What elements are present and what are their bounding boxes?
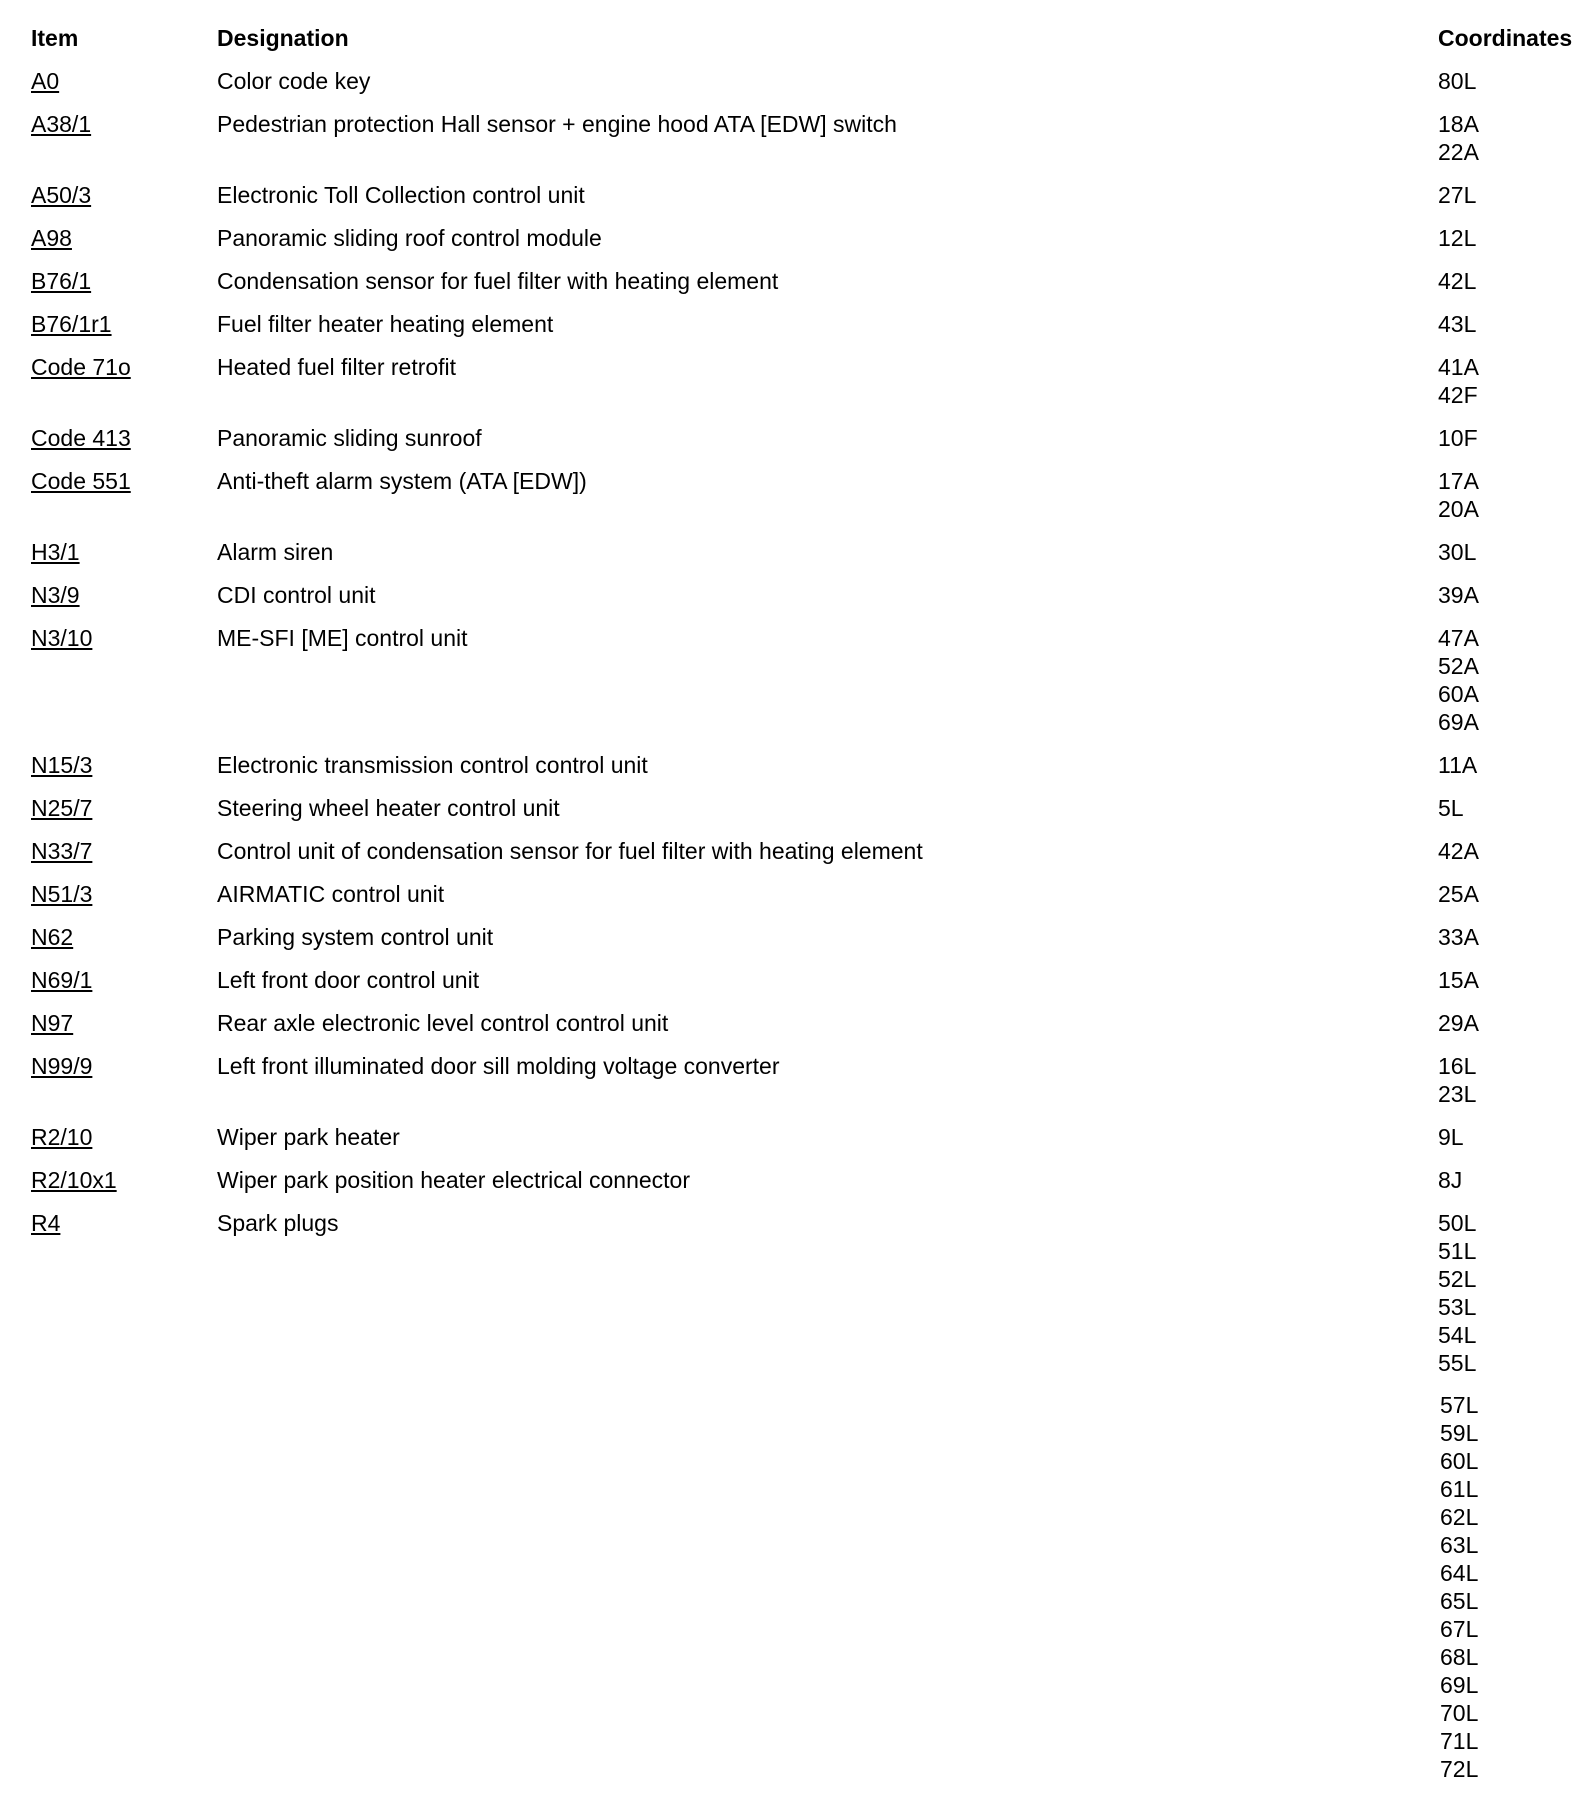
table-row bbox=[31, 353, 1571, 409]
coordinate-group bbox=[1438, 353, 1571, 409]
item-link[interactable]: N97 bbox=[31, 1010, 74, 1036]
item-link[interactable]: N99/9 bbox=[31, 1053, 93, 1079]
item-link[interactable]: A0 bbox=[31, 68, 60, 94]
coordinate-value: 65L bbox=[1440, 1588, 1479, 1614]
table-row bbox=[31, 1166, 1571, 1194]
coordinate-value: 50L bbox=[1438, 1210, 1477, 1236]
coordinate-value: 60L bbox=[1440, 1448, 1479, 1474]
item-link[interactable]: H3/1 bbox=[31, 539, 80, 565]
coordinate-group bbox=[1438, 751, 1571, 779]
coordinate-value: 29A bbox=[1438, 1010, 1479, 1036]
item-cell bbox=[31, 581, 217, 609]
item-cell bbox=[31, 1009, 217, 1037]
coordinate-value: 20A bbox=[1438, 496, 1479, 522]
item-cell bbox=[31, 794, 217, 822]
coordinate-value: 10F bbox=[1438, 425, 1478, 451]
table-row bbox=[31, 581, 1571, 609]
coordinates-cell bbox=[1438, 181, 1571, 209]
designation-cell: Rear axle electronic level control control unit bbox=[217, 1010, 669, 1036]
item-link[interactable]: B76/1r1 bbox=[31, 311, 112, 337]
coordinates-cell bbox=[1438, 424, 1571, 452]
item-cell bbox=[31, 1123, 217, 1151]
item-cell bbox=[31, 424, 217, 452]
table-row bbox=[31, 923, 1571, 951]
coordinates-cell bbox=[1438, 837, 1571, 865]
table-row bbox=[31, 110, 1571, 166]
coordinate-group bbox=[1438, 1209, 1571, 1377]
table-row bbox=[31, 1052, 1571, 1108]
header-designation: Designation bbox=[217, 25, 349, 51]
table-row bbox=[31, 467, 1571, 523]
coordinate-value: 52A bbox=[1438, 653, 1479, 679]
item-cell bbox=[31, 110, 217, 138]
coordinate-value: 25A bbox=[1438, 881, 1479, 907]
coordinates-cell bbox=[1438, 267, 1571, 295]
coordinate-value: 42F bbox=[1438, 382, 1478, 408]
coordinate-value: 47A bbox=[1438, 625, 1479, 651]
item-cell bbox=[31, 1209, 217, 1237]
coordinates-cell bbox=[1438, 224, 1571, 252]
coordinates-cell bbox=[1438, 581, 1571, 609]
coordinate-value: 51L bbox=[1438, 1238, 1477, 1264]
coordinate-value: 60A bbox=[1438, 681, 1479, 707]
designation-cell: Spark plugs bbox=[217, 1210, 339, 1236]
coordinate-value: 15A bbox=[1438, 967, 1479, 993]
coordinate-value: 52L bbox=[1438, 1266, 1477, 1292]
coordinate-group bbox=[1438, 538, 1571, 566]
coordinate-value: 9L bbox=[1438, 1124, 1464, 1150]
coordinates-cell bbox=[1438, 923, 1571, 951]
item-link[interactable]: N33/7 bbox=[31, 838, 93, 864]
coordinate-group bbox=[1438, 1052, 1571, 1108]
item-cell bbox=[31, 1052, 217, 1080]
table-row bbox=[31, 538, 1571, 566]
designation-cell: Left front illuminated door sill molding voltage converter bbox=[217, 1053, 780, 1079]
coordinates-cell bbox=[1438, 794, 1571, 822]
coordinate-value: 8J bbox=[1438, 1167, 1463, 1193]
table-header bbox=[31, 24, 1571, 52]
coordinate-value: 59L bbox=[1440, 1420, 1479, 1446]
coordinate-value: 18A bbox=[1438, 111, 1479, 137]
coordinate-value: 72L bbox=[1440, 1756, 1479, 1782]
coordinate-value: 53L bbox=[1438, 1294, 1477, 1320]
designation-cell: Wiper park position heater electrical connector bbox=[217, 1167, 691, 1193]
table-row bbox=[31, 794, 1571, 822]
coordinate-value: 55L bbox=[1438, 1350, 1477, 1376]
item-link[interactable]: N3/10 bbox=[31, 625, 93, 651]
item-cell bbox=[31, 67, 217, 95]
coordinate-group bbox=[1438, 966, 1571, 994]
coordinate-value: 63L bbox=[1440, 1532, 1479, 1558]
coordinate-value: 62L bbox=[1440, 1504, 1479, 1530]
designation-cell: CDI control unit bbox=[217, 582, 376, 608]
item-cell bbox=[31, 751, 217, 779]
coordinate-group bbox=[1438, 67, 1571, 95]
item-link[interactable]: N62 bbox=[31, 924, 74, 950]
coordinate-value: 5L bbox=[1438, 795, 1464, 821]
item-cell bbox=[31, 538, 217, 566]
designation-cell: Panoramic sliding sunroof bbox=[217, 425, 482, 451]
designation-cell: Panoramic sliding roof control module bbox=[217, 225, 602, 251]
legend-table bbox=[31, 24, 1571, 1798]
coordinate-value: 43L bbox=[1438, 311, 1477, 337]
coordinates-cell bbox=[1438, 353, 1571, 409]
coordinate-value: 27L bbox=[1438, 182, 1477, 208]
coordinate-group bbox=[1438, 923, 1571, 951]
designation-cell: Left front door control unit bbox=[217, 967, 480, 993]
coordinates-cell bbox=[1438, 880, 1571, 908]
designation-cell: Control unit of condensation sensor for fuel filter with heating element bbox=[217, 838, 923, 864]
coordinate-group bbox=[1438, 581, 1571, 609]
coordinate-value: 17A bbox=[1438, 468, 1479, 494]
item-link[interactable]: A98 bbox=[31, 225, 72, 251]
coordinate-group bbox=[1438, 794, 1571, 822]
item-cell bbox=[31, 624, 217, 652]
coordinates-cell bbox=[1438, 467, 1571, 523]
designation-cell: Condensation sensor for fuel filter with heating element bbox=[217, 268, 779, 294]
item-cell bbox=[31, 353, 217, 381]
item-cell bbox=[31, 1166, 217, 1194]
coordinate-value: 80L bbox=[1438, 68, 1477, 94]
coordinate-value: 69A bbox=[1438, 709, 1479, 735]
coordinate-value: 71L bbox=[1440, 1728, 1479, 1754]
coordinates-cell bbox=[1438, 110, 1571, 166]
coordinates-cell bbox=[1438, 1052, 1571, 1108]
designation-cell: Steering wheel heater control unit bbox=[217, 795, 560, 821]
designation-cell: Heated fuel filter retrofit bbox=[217, 354, 457, 380]
header-coordinates: Coordinates bbox=[1438, 25, 1573, 51]
coordinate-value: 68L bbox=[1440, 1644, 1479, 1670]
coordinate-value: 42L bbox=[1438, 268, 1477, 294]
coordinates-cell bbox=[1438, 1123, 1571, 1151]
coordinate-value: 54L bbox=[1438, 1322, 1477, 1348]
coordinate-group bbox=[1438, 1009, 1571, 1037]
table-row bbox=[31, 1123, 1571, 1151]
designation-cell: Color code key bbox=[217, 68, 371, 94]
table-row bbox=[31, 751, 1571, 779]
coordinates-cell bbox=[1438, 1166, 1571, 1194]
designation-cell: Pedestrian protection Hall sensor + engine hood ATA [EDW] switch bbox=[217, 111, 897, 137]
item-cell bbox=[31, 224, 217, 252]
designation-cell: Fuel filter heater heating element bbox=[217, 311, 554, 337]
table-row bbox=[31, 224, 1571, 252]
coordinate-value: 33A bbox=[1438, 924, 1479, 950]
coordinate-value: 57L bbox=[1440, 1392, 1479, 1418]
item-link[interactable]: A38/1 bbox=[31, 111, 92, 137]
coordinates-cell bbox=[1438, 1209, 1571, 1783]
designation-cell: Parking system control unit bbox=[217, 924, 494, 950]
coordinate-value: 67L bbox=[1440, 1616, 1479, 1642]
coordinate-value: 69L bbox=[1440, 1672, 1479, 1698]
coordinate-group bbox=[1438, 624, 1571, 736]
coordinate-group bbox=[1438, 224, 1571, 252]
item-link[interactable]: N15/3 bbox=[31, 752, 93, 778]
coordinates-cell bbox=[1438, 538, 1571, 566]
coordinates-cell bbox=[1438, 67, 1571, 95]
item-cell bbox=[31, 880, 217, 908]
coordinate-value: 39A bbox=[1438, 582, 1479, 608]
item-link[interactable]: A50/3 bbox=[31, 182, 92, 208]
item-cell bbox=[31, 267, 217, 295]
coordinate-value: 23L bbox=[1438, 1081, 1477, 1107]
table-row bbox=[31, 310, 1571, 338]
coordinate-group bbox=[1438, 267, 1571, 295]
coordinates-cell bbox=[1438, 310, 1571, 338]
coordinates-cell bbox=[1438, 624, 1571, 736]
item-link[interactable]: Code 71o bbox=[31, 354, 131, 380]
table-row bbox=[31, 67, 1571, 95]
table-row bbox=[31, 181, 1571, 209]
coordinates-cell bbox=[1438, 1009, 1571, 1037]
table-row bbox=[31, 1009, 1571, 1037]
table-row bbox=[31, 624, 1571, 736]
coordinate-value: 30L bbox=[1438, 539, 1477, 565]
item-cell bbox=[31, 181, 217, 209]
coordinate-value: 12L bbox=[1438, 225, 1477, 251]
designation-cell: AIRMATIC control unit bbox=[217, 881, 445, 907]
designation-cell: Electronic Toll Collection control unit bbox=[217, 182, 585, 208]
coordinate-value: 61L bbox=[1440, 1476, 1479, 1502]
coordinate-value: 41A bbox=[1438, 354, 1479, 380]
coordinate-value: 16L bbox=[1438, 1053, 1477, 1079]
coordinate-value: 11A bbox=[1438, 752, 1478, 778]
item-link[interactable]: N25/7 bbox=[31, 795, 93, 821]
table-row bbox=[31, 424, 1571, 452]
item-link[interactable]: N3/9 bbox=[31, 582, 80, 608]
item-link[interactable]: R4 bbox=[31, 1210, 61, 1236]
item-link[interactable]: R2/10 bbox=[31, 1124, 93, 1150]
coordinates-cell bbox=[1438, 966, 1571, 994]
coordinate-value: 70L bbox=[1440, 1700, 1479, 1726]
item-link[interactable]: N69/1 bbox=[31, 967, 93, 993]
designation-cell: ME-SFI [ME] control unit bbox=[217, 625, 468, 651]
item-link[interactable]: B76/1 bbox=[31, 268, 92, 294]
item-link[interactable]: Code 413 bbox=[31, 425, 131, 451]
coordinate-group bbox=[1438, 837, 1571, 865]
designation-cell: Wiper park heater bbox=[217, 1124, 400, 1150]
designation-cell: Anti-theft alarm system (ATA [EDW]) bbox=[217, 468, 587, 494]
coordinate-group bbox=[1438, 1391, 1571, 1783]
table-row bbox=[31, 966, 1571, 994]
table-row bbox=[31, 837, 1571, 865]
coordinate-value: 64L bbox=[1440, 1560, 1479, 1586]
coordinates-cell bbox=[1438, 751, 1571, 779]
coordinate-group bbox=[1438, 181, 1571, 209]
designation-cell: Electronic transmission control control unit bbox=[217, 752, 648, 778]
table-row bbox=[31, 1209, 1571, 1783]
coordinate-group bbox=[1438, 110, 1571, 166]
designation-cell: Alarm siren bbox=[217, 539, 334, 565]
coordinate-group bbox=[1438, 880, 1571, 908]
header-item: Item bbox=[31, 25, 79, 51]
coordinate-group bbox=[1438, 424, 1571, 452]
table-body bbox=[31, 67, 1571, 1783]
coordinate-value: 42A bbox=[1438, 838, 1479, 864]
table-row bbox=[31, 880, 1571, 908]
coordinate-value: 22A bbox=[1438, 139, 1479, 165]
item-cell bbox=[31, 966, 217, 994]
table-row bbox=[31, 267, 1571, 295]
item-link[interactable]: R2/10x1 bbox=[31, 1167, 117, 1193]
item-cell bbox=[31, 837, 217, 865]
coordinate-group bbox=[1438, 310, 1571, 338]
item-cell bbox=[31, 923, 217, 951]
item-cell bbox=[31, 467, 217, 495]
item-link[interactable]: N51/3 bbox=[31, 881, 93, 907]
coordinate-group bbox=[1438, 1123, 1571, 1151]
item-link[interactable]: Code 551 bbox=[31, 468, 131, 494]
item-cell bbox=[31, 310, 217, 338]
coordinate-group bbox=[1438, 1166, 1571, 1194]
coordinate-group bbox=[1438, 467, 1571, 523]
